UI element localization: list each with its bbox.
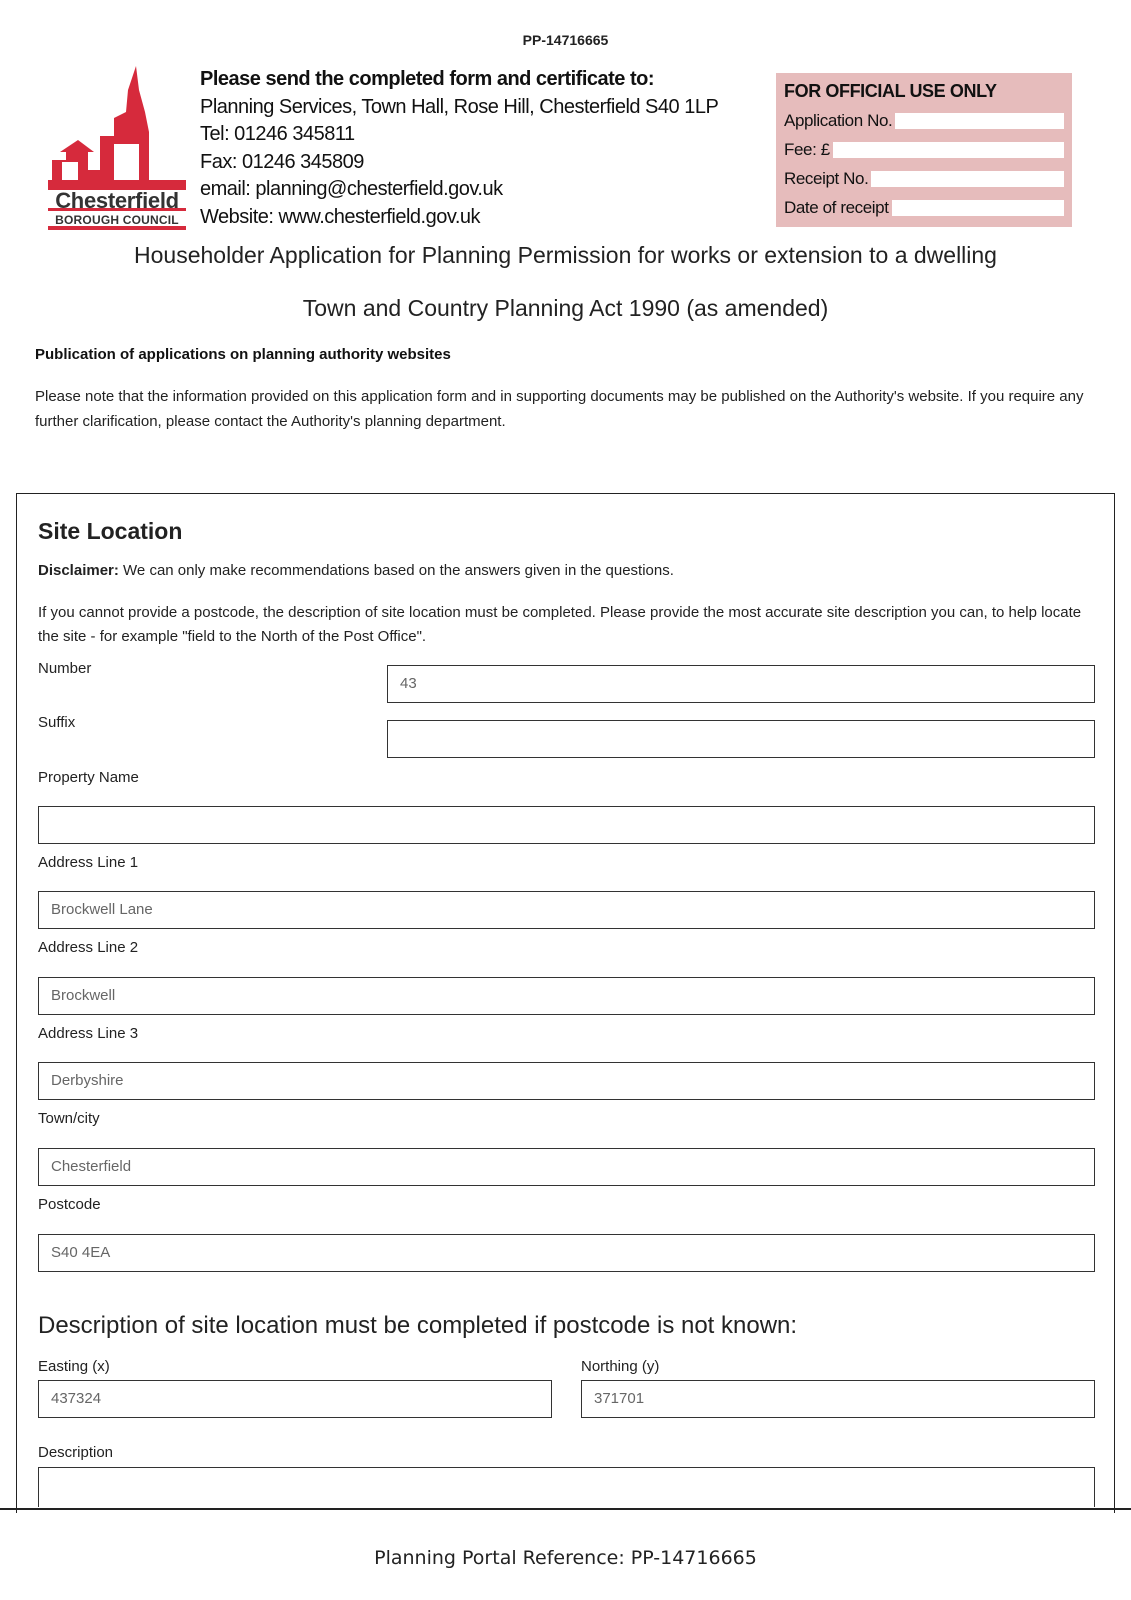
official-label-date: Date of receipt bbox=[784, 197, 889, 217]
address-line-3-field[interactable]: Derbyshire bbox=[38, 1062, 1095, 1100]
official-use-box bbox=[776, 73, 1072, 227]
easting-label: Easting (x) bbox=[38, 1358, 110, 1375]
official-row-date bbox=[784, 193, 1064, 222]
easting-field[interactable]: 437324 bbox=[38, 1380, 552, 1418]
reference-number: PP-14716665 bbox=[522, 32, 609, 48]
address-line-1-field[interactable]: Brockwell Lane bbox=[38, 891, 1095, 929]
section-title: Site Location bbox=[38, 518, 183, 544]
address-line-1-label: Address Line 1 bbox=[38, 854, 139, 871]
official-label-application: Application No. bbox=[784, 110, 893, 130]
official-field-date bbox=[892, 200, 1064, 216]
official-label-receipt: Receipt No. bbox=[784, 168, 869, 188]
property-name-field[interactable] bbox=[38, 806, 1095, 844]
description-field[interactable] bbox=[38, 1467, 1095, 1507]
contact-email[interactable]: email: planning@chesterfield.gov.uk bbox=[200, 178, 503, 200]
page-title: Householder Application for Planning Permission for works or extension to a dwelling bbox=[134, 242, 997, 268]
footer-reference: Planning Portal Reference: PP-14716665 bbox=[374, 1547, 757, 1569]
address-line-3-label: Address Line 3 bbox=[38, 1025, 139, 1042]
official-field-fee bbox=[833, 142, 1064, 158]
number-label: Number bbox=[38, 660, 92, 677]
official-row-application bbox=[784, 106, 1064, 135]
town-label: Town/city bbox=[38, 1110, 100, 1127]
postcode-note: If you cannot provide a postcode, the description of site location must be completed. Please provide the most accurate site description you can, to help locate the site - for example "field to the North of the Post Office". bbox=[38, 604, 1082, 645]
postcode-field[interactable]: S40 4EA bbox=[38, 1234, 1095, 1272]
suffix-label: Suffix bbox=[38, 714, 76, 731]
disclaimer-label: Disclaimer: bbox=[38, 562, 119, 579]
contact-heading: Please send the completed form and certificate to: bbox=[200, 68, 655, 90]
contact-website[interactable]: Website: www.chesterfield.gov.uk bbox=[200, 205, 481, 228]
official-row-fee bbox=[784, 135, 1064, 164]
publication-heading: Publication of applications on planning authority websites bbox=[35, 346, 451, 363]
address-line-2-label: Address Line 2 bbox=[38, 939, 139, 956]
official-label-fee: Fee: £ bbox=[784, 139, 830, 159]
contact-fax: Fax: 01246 345809 bbox=[200, 150, 364, 173]
northing-label: Northing (y) bbox=[581, 1358, 660, 1375]
address-line-2-field[interactable]: Brockwell bbox=[38, 977, 1095, 1015]
contact-block bbox=[200, 66, 718, 231]
town-field[interactable]: Chesterfield bbox=[38, 1148, 1095, 1186]
page-bottom-rule bbox=[0, 1508, 1131, 1510]
official-title: FOR OFFICIAL USE ONLY bbox=[784, 81, 997, 101]
number-field[interactable]: 43 bbox=[387, 665, 1095, 703]
suffix-field[interactable] bbox=[387, 720, 1095, 758]
description-heading: Description of site location must be completed if postcode is not known: bbox=[38, 1312, 798, 1339]
disclaimer bbox=[38, 562, 674, 579]
official-field-receipt bbox=[871, 171, 1064, 187]
postcode-label: Postcode bbox=[38, 1196, 101, 1213]
logo-name: Chesterfield bbox=[55, 188, 179, 213]
logo-subtitle: BOROUGH COUNCIL bbox=[55, 213, 179, 227]
contact-address: Planning Services, Town Hall, Rose Hill, Chesterfield S40 1LP bbox=[200, 95, 719, 118]
contact-tel: Tel: 01246 345811 bbox=[200, 123, 355, 145]
property-name-label: Property Name bbox=[38, 769, 139, 786]
publication-text: Please note that the information provided on this application form and in supporting documents may be published on the Authority's website. If you require any further clarification, please contact the Authority's planning department. bbox=[35, 388, 1084, 430]
description-label: Description bbox=[38, 1444, 114, 1461]
council-logo bbox=[48, 62, 186, 232]
site-location-section bbox=[16, 493, 1115, 1513]
official-field-application bbox=[895, 113, 1064, 129]
official-row-receipt bbox=[784, 164, 1064, 193]
northing-field[interactable]: 371701 bbox=[581, 1380, 1095, 1418]
disclaimer-text: We can only make recommendations based on the answers given in the questions. bbox=[118, 562, 674, 579]
act-subtitle: Town and Country Planning Act 1990 (as amended) bbox=[302, 295, 829, 321]
